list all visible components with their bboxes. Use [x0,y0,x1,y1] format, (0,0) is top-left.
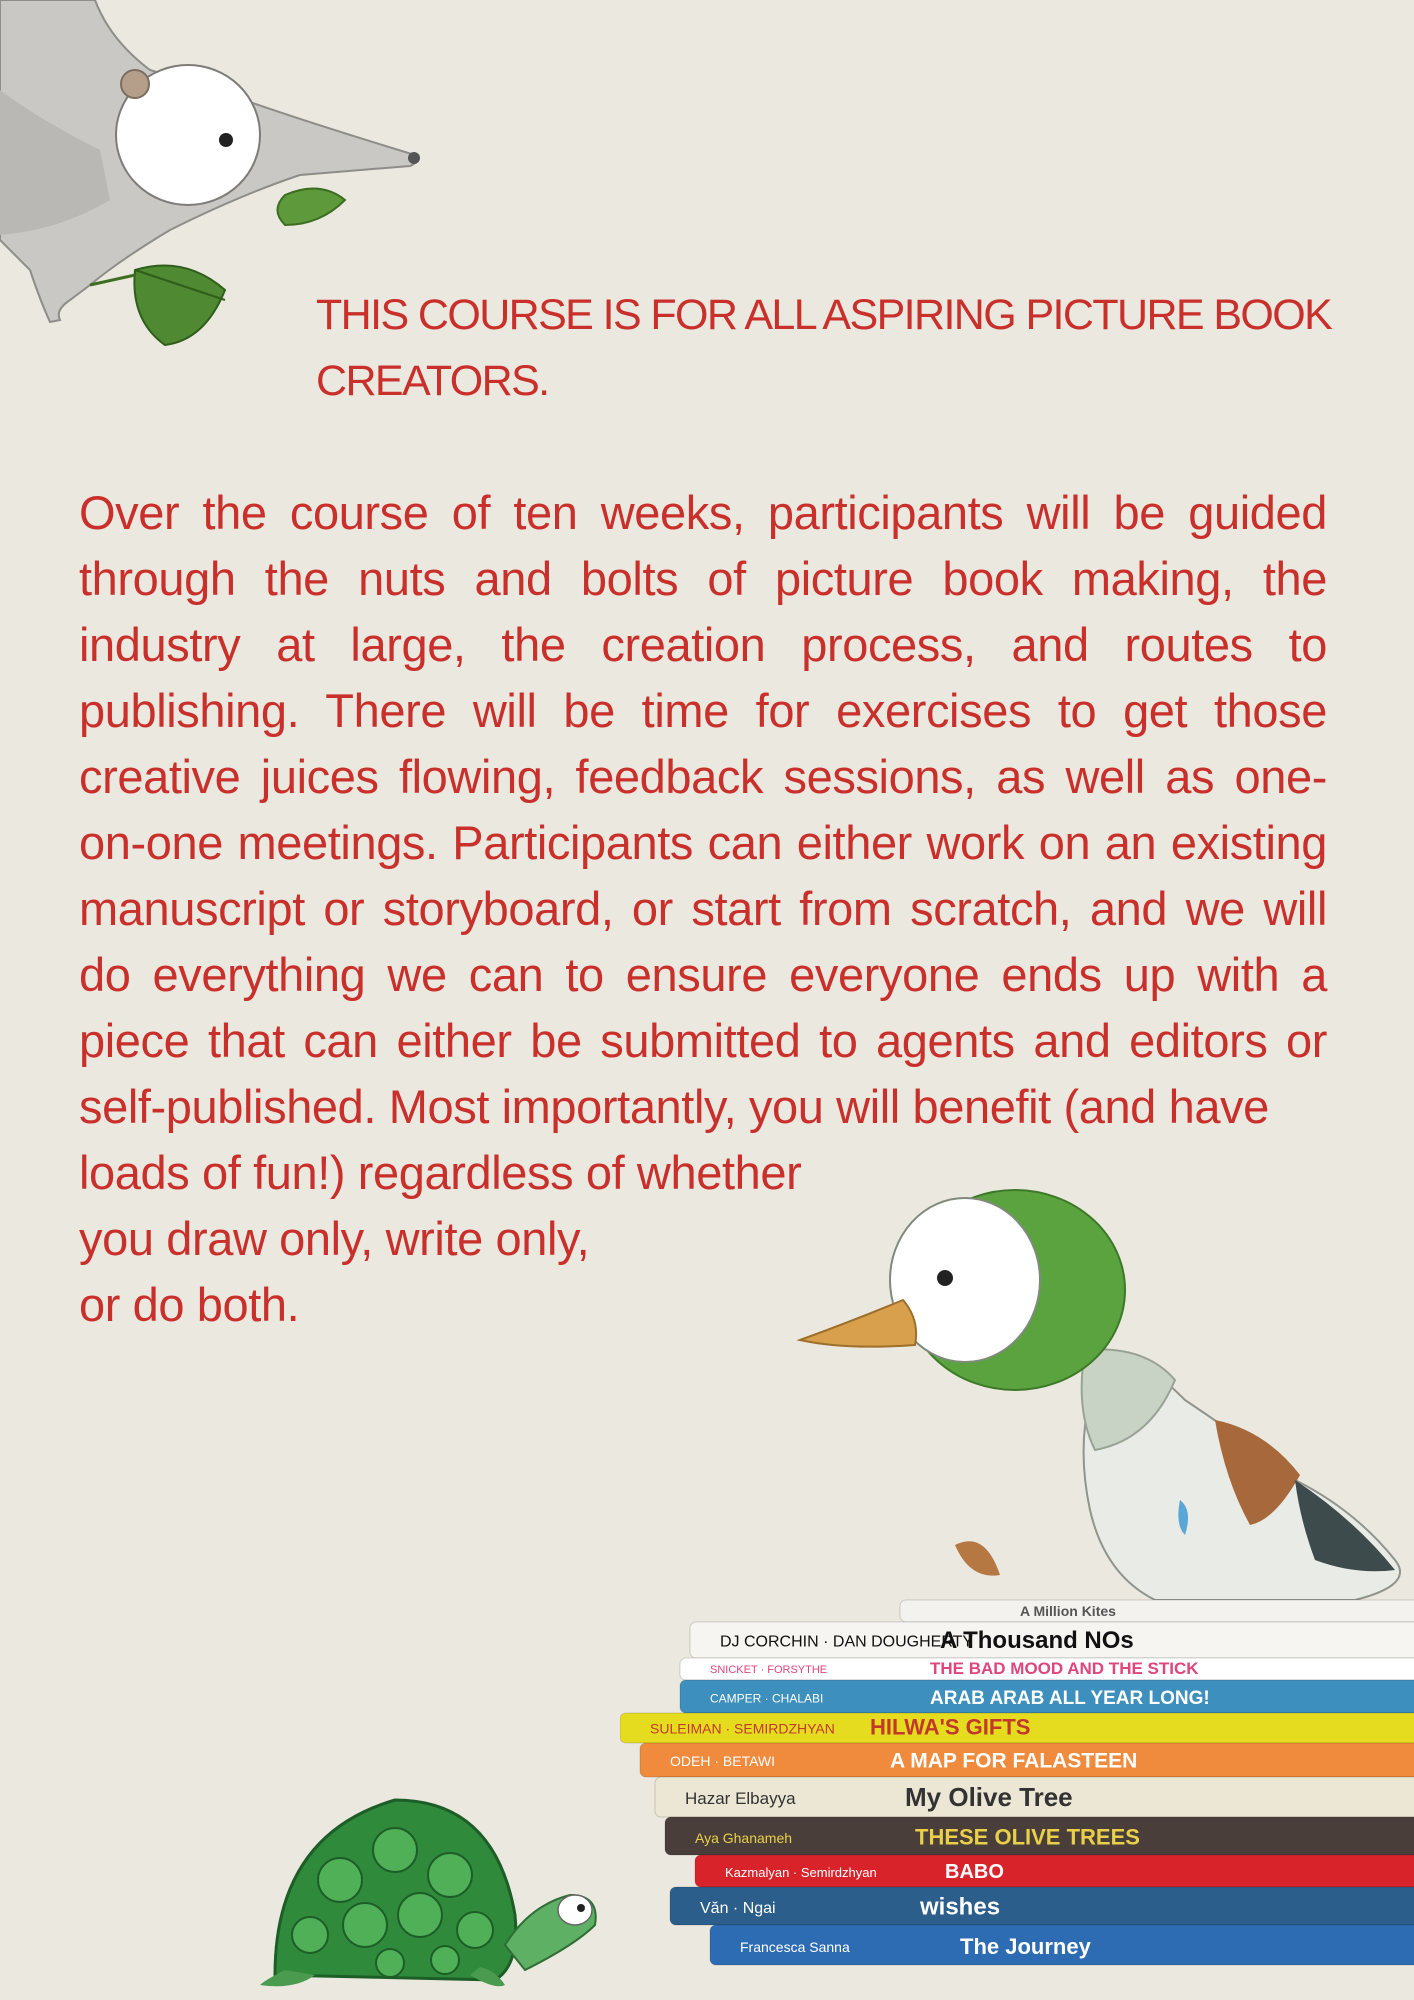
book-spine-title: HILWA'S GIFTS [870,1714,1031,1740]
course-heading: THIS COURSE IS FOR ALL ASPIRING PICTURE BOOK CREATORS. [316,291,1332,405]
book-spine-authors: SULEIMAN · SEMIRDZHYAN [650,1720,835,1737]
book-stack-svg [620,1595,1414,2000]
book-spine-authors: Aya Ghanameh [695,1829,793,1846]
duck-illustration [795,1180,1414,1610]
book-spine-title: ARAB ARAB ALL YEAR LONG! [930,1687,1210,1709]
book-spine-title: BABO [945,1861,1004,1884]
book-spine [710,1925,1414,1965]
book-spine [620,1713,1414,1743]
book-spine-title: A Million Kites [1020,1602,1116,1619]
book-spine-authors: Kazmalyan · Semirdzhyan [725,1864,877,1880]
book-spine-authors: ODEH · BETAWI [670,1753,775,1770]
book-spine [695,1855,1414,1887]
book-spine [640,1743,1414,1777]
book-spine-title: My Olive Tree [905,1781,1073,1812]
book-spine-title: wishes [920,1893,1001,1921]
book-stack-illustration [620,1595,1414,2000]
book-spine-title: A Thousand NOs [940,1626,1134,1654]
book-spine-title: The Journey [960,1933,1091,1959]
book-spine [655,1777,1414,1817]
book-spine-title: THE BAD MOOD AND THE STICK [930,1658,1199,1678]
description-tail-line-1: loads of fun!) regardless of whether [79,1146,802,1199]
book-spine-authors: CAMPER · CHALABI [710,1691,824,1706]
book-spine-authors: Hazar Elbayya [685,1789,796,1809]
book-spine [690,1622,1414,1658]
course-description: Over the course of ten weeks, participants will be guided through the nuts and bolts of picture book making, the industry at large, the creation process, and routes to publishing. There will be time for exercises to get those creative juices flowing, feedback sessions, as well as one-on-one meetings. Participants can either work on an existing manuscript or storyboard, or start from scratch, and we will do everything we can to ensure everyone ends up with a piece that can either be submitted to agents and editors or self-published. Most importantly, you will benefit (and have [79,486,1327,1133]
book-spine-authors: DJ CORCHIN · DAN DOUGHERTY [720,1633,974,1651]
turtle-illustration [255,1795,605,1995]
book-spine [665,1817,1414,1855]
book-spine-authors: Francesca Sanna [740,1939,850,1956]
book-spine-cover [900,1600,1414,1622]
book-spine-title: A MAP FOR FALASTEEN [890,1749,1138,1773]
book-spine [900,1600,1414,1622]
book-spine-cover [670,1887,1414,1925]
book-spine [670,1887,1414,1925]
book-spine-title: THESE OLIVE TREES [915,1824,1140,1850]
book-spine-authors: SNICKET · FORSYTHE [710,1663,828,1676]
book-spine [680,1680,1414,1713]
description-tail-line-3: or do both. [79,1278,300,1331]
book-spine-authors: Văn · Ngai [700,1899,776,1917]
description-tail-line-2: you draw only, write only, [79,1212,590,1265]
book-spine [680,1658,1414,1680]
